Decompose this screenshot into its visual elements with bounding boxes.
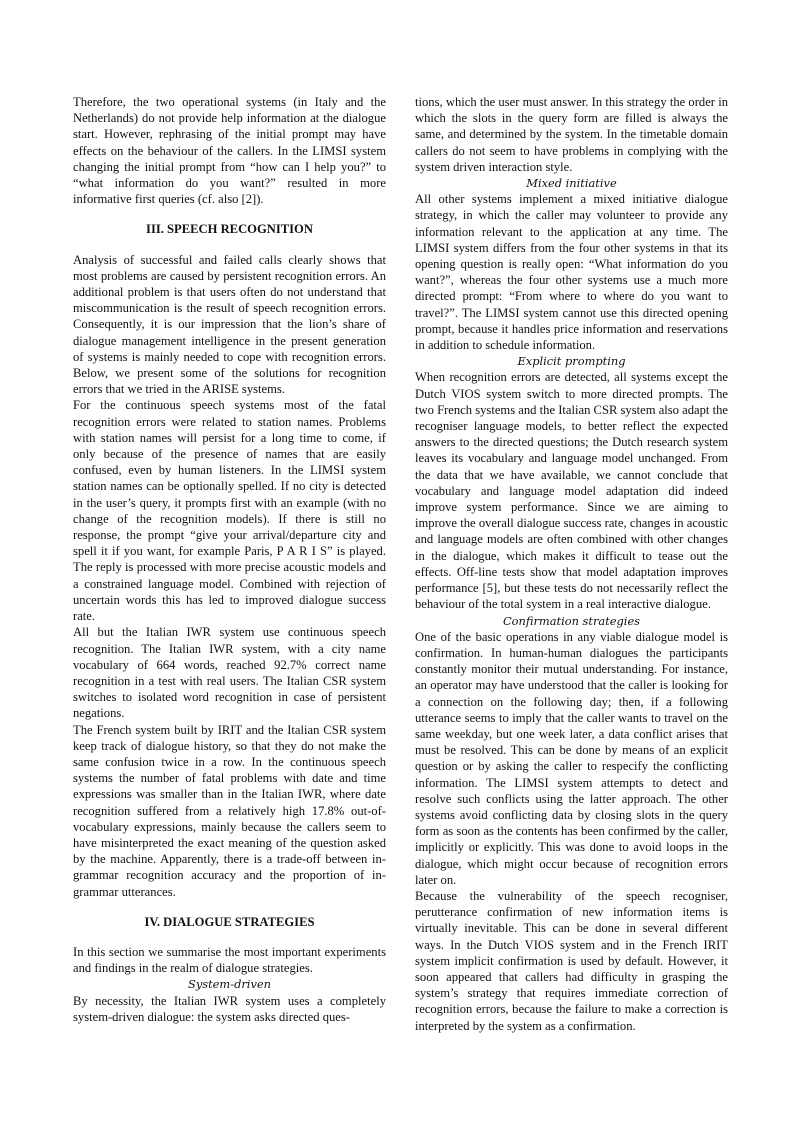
- left-column: [73, 94, 386, 1025]
- subsection-heading: Explicit prompting: [517, 354, 626, 369]
- paragraph: In this section we summarise the most important experiments and findings in the realm of dialogue strategies.: [73, 944, 386, 976]
- paragraph: Therefore, the two operational systems (in Italy and the Netherlands) do not provide help information at the dialogue start. However, rephrasing of the initial prompt may have effects on the behaviour of the callers. In the LIMSI system changing the initial prompt from “how can I help you?” to “what information do you want?” resulted in more informative first queries (cf. also [2]).: [73, 95, 386, 207]
- subsection-heading: System-driven: [188, 977, 271, 992]
- section-heading: IV. DIALOGUE STRATEGIES: [144, 914, 315, 929]
- paragraph: When recognition errors are detected, all systems except the Dutch VIOS system switch to more directed prompts. The two French systems and the Italian CSR system also adapt the recogniser language models, to better reflect the expected answers to the directed questions; the Dutch research system leaves its vocabulary and language model unchanged. From the data that we have available, we cannot conclude that vocabulary and language model adaptation did indeed improve system performance. Since we are aiming to improve the overall dialogue success rate, changes in acoustic and language models are often combined with other changes in the dialogue, which makes it difficult to tease out the effects. Off-line tests show that model adaptation improves performance [5], but these tests do not necessarily reflect the behaviour of the total system in a real interactive dialogue.: [415, 370, 728, 612]
- paragraph: All but the Italian IWR system use continuous speech recognition. The Italian IWR system, with a city name vocabulary of 664 words, reached 92.7% correct name recognition in a test with real users. The Italian CSR system switches to isolated word recognition in case of persistent negations.: [73, 625, 386, 721]
- paragraph: The French system built by IRIT and the Italian CSR system keep track of dialogue history, so that they do not make the same confusion twice in a row. In the continuous speech systems the number of fatal problems with date and time expressions was smaller than in the Italian IWR, where date recognition suffered from a relatively high 17.8% out-of-vocabulary expressions, mainly because the callers seem to have misinterpreted the exact meaning of the question asked by the machine. Apparently, there is a trade-off between in-grammar recognition accuracy and the proportion of in-grammar utterances.: [73, 722, 386, 899]
- subsection-heading: Confirmation strategies: [502, 613, 641, 628]
- paragraph: One of the basic operations in any viable dialogue model is confirmation. In human-human dialogues the participants constantly monitor their mutual understanding. For instance, an operator may have understood that the caller is looking for a connection on the following day; then, if a following utterance seems to imply that the caller wants to travel on the same weekday, but one week later, a data conflict arises that must be resolved. This can be done by means of an explicit question or by asking the caller to respecify the conflicting information. The LIMSI system attempts to detect and resolve such conflicts using the latter approach. The other systems avoid conflicting data by closing slots in the query form as soon as the contents has been confirmed by the caller, implicitly or explicitly. This was done to avoid loops in the dialogue, which might occur because of recognition errors later on.: [415, 629, 728, 887]
- paragraph: By necessity, the Italian IWR system uses a completely system-driven dialogue: the system asks directed ques-: [73, 993, 386, 1024]
- paragraph: Analysis of successful and failed calls clearly shows that most problems are caused by persistent recognition errors. An additional problem is that users often do not understand that miscommunication is the result of speech recognition errors. Consequently, it is our impression that the lion’s share of dialogue management intelligence in the present generation of systems is mainly needed to cope with recognition errors. Below, we present some of the solutions for recognition errors that we tried in the ARISE systems.: [73, 252, 386, 397]
- paragraph: For the continuous speech systems most of the fatal recognition errors were related to station names. Problems with station names will persist for a long time to come, if only because of the presence of names that are easily confused, even by human listeners. In the LIMSI system station names can be optionally spelled. If no city is detected in the user’s query, it prompts first with an example (with no change of the recognition models). If there is still no response, the prompt “give your arrival/departure city and spell it if you want, for example Paris, P A R I S” is played. The reply is processed with more precise acoustic models and a constrained language model. Combined with rejection of uncertain words this has led to improved dialogue success rate.: [73, 398, 386, 624]
- subsection-heading: Mixed initiative: [526, 176, 617, 191]
- paragraph: All other systems implement a mixed initiative dialogue strategy, in which the caller may volunteer to provide any information relevant to the application at any time. The LIMSI system differs from the four other systems in that its opening question is really open: “What information do you want?”, whereas the four other systems use a much more directed prompt: “From where to where do you want to travel?”. The LIMSI system cannot use this directed opening prompt, because it handles price information and reservations in addition to schedule information.: [415, 192, 728, 353]
- paragraph: tions, which the user must answer. In this strategy the order in which the slots in the query form are filled is always the same, and determined by the system. In the timetable domain callers do not seem to have problems in complying with the system driven interaction style.: [415, 95, 728, 174]
- right-column: [415, 94, 728, 1034]
- section-heading: III. SPEECH RECOGNITION: [146, 222, 313, 237]
- paragraph: Because the vulnerability of the speech recogniser, perutterance confirmation of new information items is virtually inevitable. This can be done in several different ways. In the Dutch VIOS system and in the French IRIT system implicit confirmation is used by default. However, it soon appeared that callers had difficulty in grasping the system’s strategy that requires immediate correction of recognition errors, because the failure to make a correction is interpreted by the system as a confirmation.: [415, 888, 728, 1033]
